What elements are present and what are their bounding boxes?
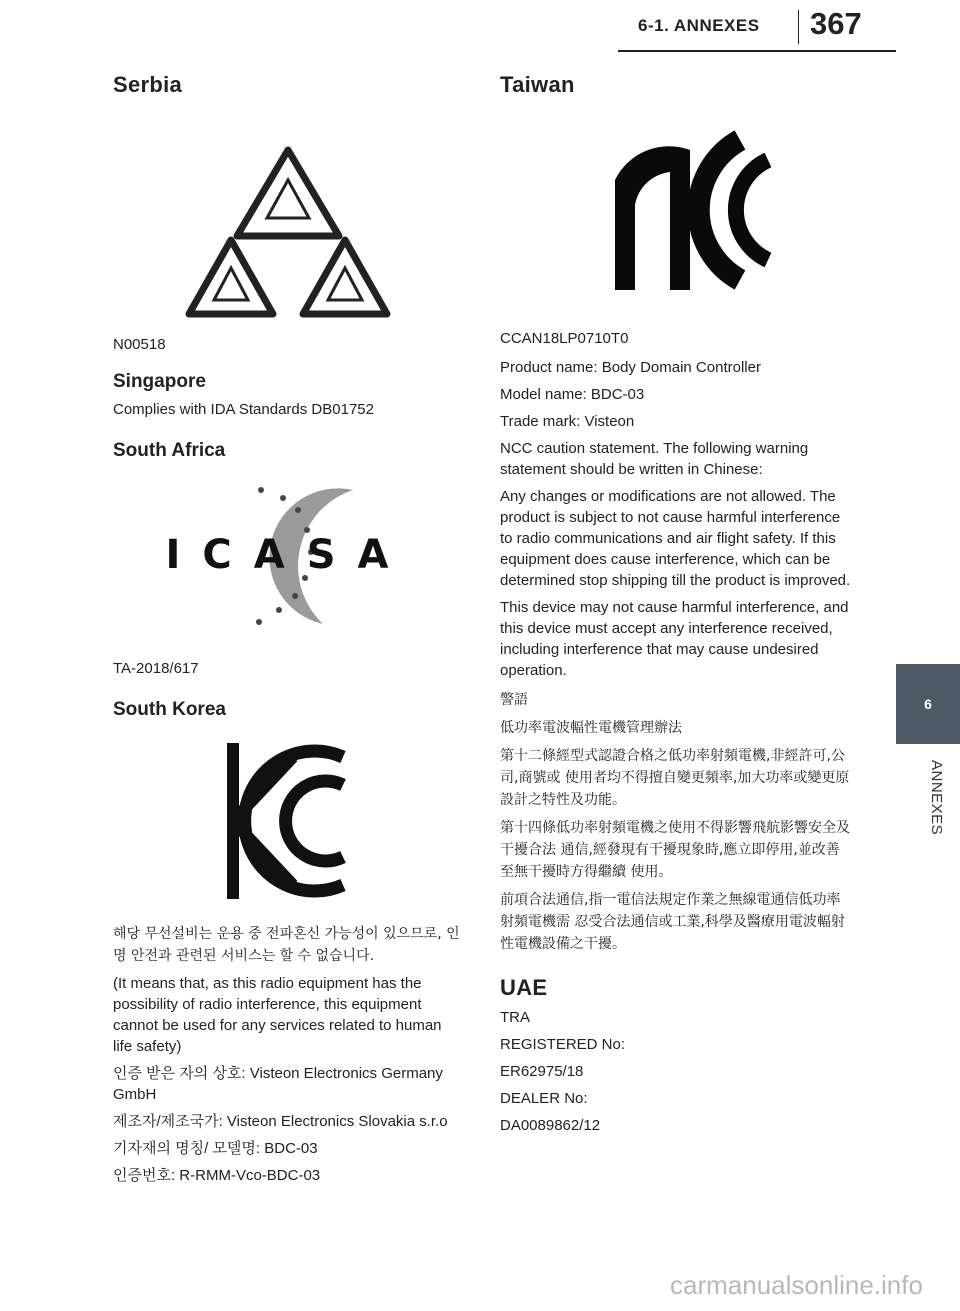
- kc-logo: [113, 737, 463, 905]
- south-korea-heading: South Korea: [113, 699, 226, 720]
- taiwan-line: This device may not cause harmful interference, and this device must accept any interference received, including interference that may cause undesired operation.: [500, 599, 849, 679]
- chapter-number: 6: [924, 696, 932, 712]
- serbia-triangles-logo: [113, 108, 463, 318]
- section-title: 6-1. ANNEXES: [638, 16, 760, 35]
- uae-line: TRA: [500, 1009, 530, 1026]
- page-number: 367: [810, 6, 862, 41]
- certificate-holder: 인증 받은 자의 상호: Visteon Electronics Germany GmbH: [113, 1065, 443, 1103]
- chinese-heading: 警語: [500, 692, 528, 708]
- taiwan-line: Model name: BDC-03: [500, 386, 645, 403]
- taiwan-line: NCC caution statement. The following warning statement should be written in Chinese:: [500, 440, 809, 478]
- serbia-code: N00518: [113, 336, 166, 353]
- south-africa-heading: South Africa: [113, 440, 226, 461]
- uae-line: ER62975/18: [500, 1063, 584, 1080]
- ncc-logo: [500, 110, 852, 300]
- uae-line: DEALER No:: [500, 1090, 588, 1107]
- header-divider: [798, 10, 799, 44]
- icasa-logo-text: ICASA: [165, 532, 411, 578]
- taiwan-code: CCAN18LP0710T0: [500, 330, 629, 347]
- page-header: [618, 0, 896, 52]
- right-column: [500, 72, 852, 1136]
- south-africa-code: TA-2018/617: [113, 660, 199, 677]
- singapore-text: Complies with IDA Standards DB01752: [113, 401, 374, 418]
- chinese-paragraph: 前項合法通信,指一電信法規定作業之無線電通信低功率射頻電機需 忍受合法通信或工業,科學及醫療用電波輻射性電機設備之干擾。: [500, 892, 845, 952]
- triangle-right: [303, 240, 387, 314]
- manufacturer: 제조자/제조국가: Visteon Electronics Slovakia s.r.o: [113, 1113, 448, 1130]
- taiwan-heading: Taiwan: [500, 72, 575, 97]
- triangle-left: [189, 240, 273, 314]
- chapter-label: ANNEXES: [928, 760, 945, 836]
- icasa-logo: [113, 478, 463, 648]
- taiwan-line: Any changes or modifications are not allowed. The product is subject to not cause harmful interference to radio communications and air flight safety. If this equipment does cause interference, which can be determined stop shipping till the product is improved.: [500, 488, 851, 589]
- korean-notice-english: (It means that, as this radio equipment has the possibility of radio interference, this equipment cannot be used for any services related to human life safety): [113, 975, 442, 1055]
- uae-line: REGISTERED No:: [500, 1036, 626, 1053]
- watermark: carmanualsonline.info: [670, 1270, 923, 1300]
- singapore-heading: Singapore: [113, 371, 206, 392]
- uae-line: DA0089862/12: [500, 1117, 601, 1134]
- chinese-paragraph: 第十二條經型式認證合格之低功率射頻電機,非經許可,公司,商號或 使用者均不得擅自變更頻率,加大功率或變更原設計之特性及功能。: [500, 748, 850, 808]
- chapter-tab[interactable]: [896, 664, 960, 744]
- serbia-heading: Serbia: [113, 72, 183, 97]
- triangle-top: [237, 150, 339, 236]
- chinese-paragraph: 第十四條低功率射頻電機之使用不得影響飛航影響安全及干擾合法 通信,經發現有干擾現象時,應立即停用,並改善至無干擾時方得繼續 使用。: [500, 820, 850, 880]
- chinese-paragraph: 低功率電波輻性電機管理辦法: [500, 720, 682, 736]
- taiwan-line: Trade mark: Visteon: [500, 413, 635, 430]
- model-name: 기자재의 명칭/ 모델명: BDC-03: [113, 1140, 318, 1157]
- cert-number: 인증번호: R-RMM-Vco-BDC-03: [113, 1167, 321, 1184]
- left-column: [113, 72, 463, 1186]
- taiwan-line: Product name: Body Domain Controller: [500, 359, 761, 376]
- korean-notice: 해당 무선설비는 운용 중 전파혼신 가능성이 있으므로, 인명 안전과 관련된 서비스는 할 수 없습니다.: [113, 926, 460, 964]
- uae-heading: UAE: [500, 975, 548, 1000]
